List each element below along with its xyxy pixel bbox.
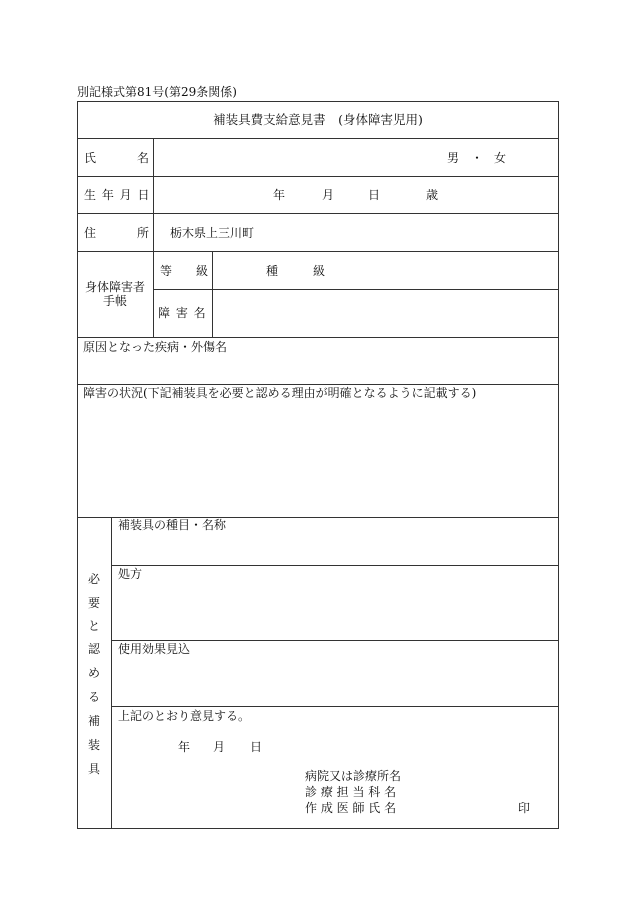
side-char: る [87, 690, 100, 704]
grade-label-second: 級 [196, 264, 209, 278]
table-border-right [558, 101, 559, 829]
grade-label-first: 等 [160, 264, 173, 278]
age-unit: 歳 [426, 188, 439, 202]
address-label-first: 住 [84, 226, 97, 240]
row-divider [77, 213, 559, 214]
seal-mark: 印 [518, 801, 531, 815]
row-divider [111, 640, 559, 641]
sex-female-option[interactable]: 女 [494, 151, 507, 165]
handbook-label-line1: 身体障害者 [84, 280, 145, 294]
side-char: 補 [87, 714, 100, 728]
sex-separator: ・ [471, 151, 484, 165]
side-char: と [87, 619, 100, 633]
cause-field[interactable] [78, 355, 558, 383]
table-border-bottom [77, 828, 559, 829]
cause-label: 原因となった疾病・外傷名 [83, 340, 228, 354]
name-label-second: 名 [137, 151, 150, 165]
side-char: 具 [87, 762, 100, 776]
row-divider [111, 706, 559, 707]
row-divider [77, 337, 559, 338]
side-char: 装 [87, 738, 100, 752]
prescription-label: 処方 [118, 567, 143, 581]
birthdate-label: 生 年 月 日 [84, 188, 151, 202]
opinion-statement: 上記のとおり意見する。 [118, 709, 251, 723]
row-divider [77, 251, 559, 252]
table-border-top [77, 101, 559, 102]
department-name-label: 診 療 担 当 科 名 [305, 785, 397, 799]
expected-effect-label: 使用効果見込 [118, 642, 191, 656]
row-divider [111, 565, 559, 566]
sex-male-option[interactable]: 男 [447, 151, 460, 165]
prescription-field[interactable] [112, 583, 558, 639]
name-field[interactable] [154, 139, 434, 175]
status-field[interactable] [78, 402, 558, 516]
side-char: 必 [87, 572, 100, 586]
form-title: 補装具費支給意見書 (身体障害児用) [213, 112, 423, 127]
type-label: 種 [266, 264, 279, 278]
address-value[interactable]: 栃木県上三川町 [170, 226, 255, 240]
birth-day-unit: 日 [368, 188, 381, 202]
birth-month-unit: 月 [322, 188, 335, 202]
doctor-name-label: 作 成 医 師 氏 名 [305, 801, 397, 815]
side-char: 要 [87, 596, 100, 610]
disability-name-field[interactable] [213, 290, 558, 336]
type-grade-unit: 級 [313, 264, 326, 278]
birthdate-field[interactable] [154, 177, 558, 212]
side-char: め [87, 666, 100, 680]
handbook-label-line2: 手帳 [102, 294, 127, 308]
side-char: 認 [87, 642, 100, 656]
opinion-year-unit: 年 [178, 740, 191, 754]
form-number: 別記様式第81号(第29条関係) [77, 85, 237, 99]
disability-name-label: 障 害 名 [158, 306, 207, 320]
opinion-day-unit: 日 [250, 740, 263, 754]
expected-effect-field[interactable] [112, 658, 558, 705]
device-name-field[interactable] [112, 534, 558, 564]
row-divider [77, 384, 559, 385]
opinion-month-unit: 月 [213, 740, 226, 754]
device-name-label: 補装具の種目・名称 [118, 518, 227, 532]
name-label-first: 氏 [84, 151, 97, 165]
address-label-second: 所 [137, 226, 150, 240]
status-label: 障害の状況(下記補装具を必要と認める理由が明確となるように記載する) [83, 386, 477, 400]
hospital-name-label: 病院又は診療所名 [305, 769, 402, 783]
birth-year-unit: 年 [273, 188, 286, 202]
